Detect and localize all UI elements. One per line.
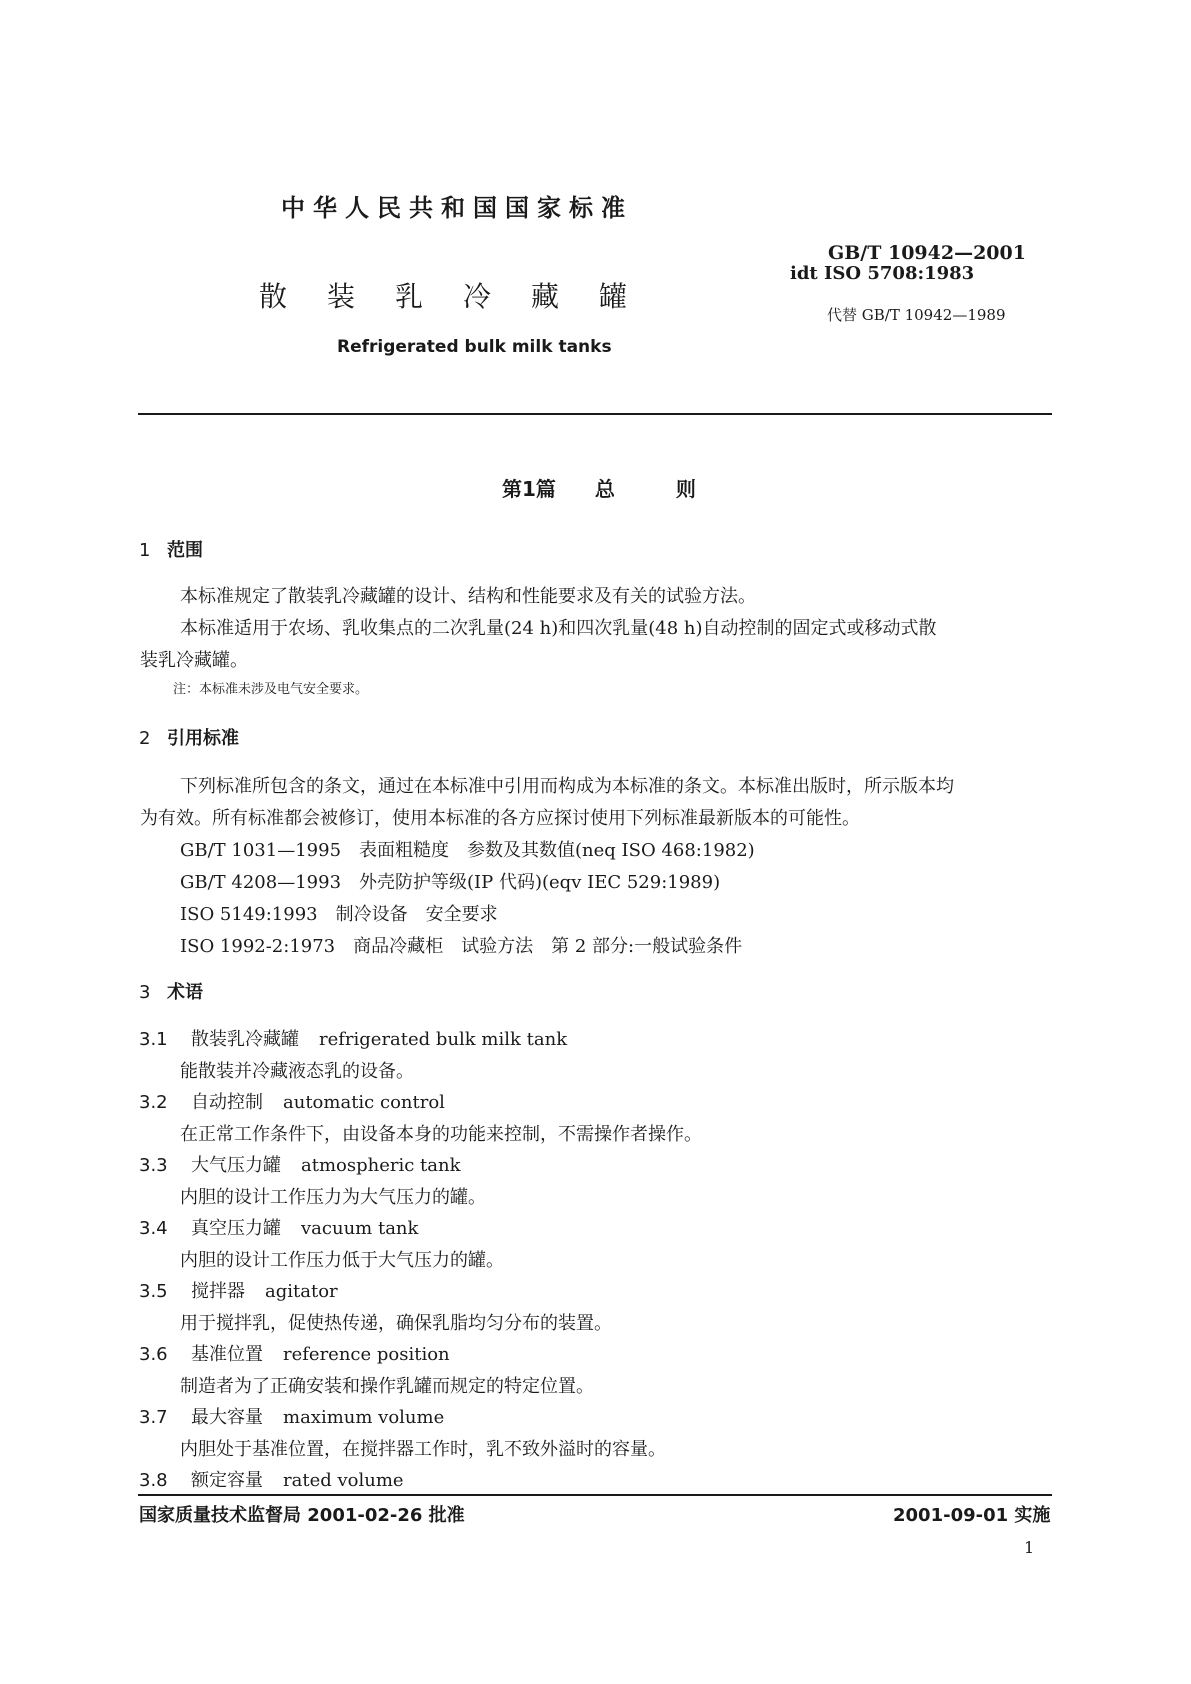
standard-code: GB/T 10942—2001 <box>828 242 1026 264</box>
document-title-en: Refrigerated bulk milk tanks <box>337 337 612 357</box>
part-word-2: 则 <box>675 477 696 501</box>
term-number: 3.3 <box>139 1155 168 1176</box>
term-3-1 <box>139 1025 567 1051</box>
reference-item: ISO 5149:1993 制冷设备 安全要求 <box>180 904 498 925</box>
section-title: 术语 <box>167 982 203 1003</box>
references-intro-line-1: 下列标准所包含的条文，通过在本标准中引用而构成为本标准的条文。本标准出版时，所示版本均 <box>180 776 954 797</box>
term-cn: 最大容量 <box>191 1407 263 1428</box>
term-en: refrigerated bulk milk tank <box>319 1029 568 1050</box>
term-cn: 散装乳冷藏罐 <box>191 1029 299 1050</box>
scope-paragraph-2-line-2: 装乳冷藏罐。 <box>140 650 248 671</box>
term-en: vacuum tank <box>301 1218 419 1239</box>
section-number: 1 <box>139 540 151 561</box>
term-number: 3.7 <box>139 1407 168 1428</box>
term-number: 3.6 <box>139 1344 168 1365</box>
scope-paragraph-1: 本标准规定了散装乳冷藏罐的设计、结构和性能要求及有关的试验方法。 <box>180 586 756 607</box>
term-cn: 搅拌器 <box>191 1281 245 1302</box>
idt-reference: idt ISO 5708:1983 <box>790 263 975 284</box>
footer-divider <box>138 1494 1052 1496</box>
term-3-6 <box>139 1340 450 1366</box>
term-en: reference position <box>283 1344 450 1365</box>
section-3-heading <box>139 978 203 1004</box>
page-number: 1 <box>1024 1538 1035 1557</box>
term-number: 3.4 <box>139 1218 168 1239</box>
term-en: maximum volume <box>283 1407 445 1428</box>
term-definition: 制造者为了正确安装和操作乳罐而规定的特定位置。 <box>180 1376 594 1397</box>
replaces-reference: 代替 GB/T 10942—1989 <box>827 306 1006 324</box>
term-number: 3.8 <box>139 1470 168 1491</box>
section-title: 范围 <box>167 540 203 561</box>
reference-item: ISO 1992-2:1973 商品冷藏柜 试验方法 第 2 部分:一般试验条件 <box>180 936 743 957</box>
term-number: 3.2 <box>139 1092 168 1113</box>
national-standard-heading: 中华人民共和国国家标准 <box>281 194 633 222</box>
term-definition: 内胆的设计工作压力低于大气压力的罐。 <box>180 1250 504 1271</box>
part-label: 第1篇 <box>502 477 556 501</box>
term-cn: 额定容量 <box>191 1470 263 1491</box>
section-number: 2 <box>139 728 151 749</box>
scope-paragraph-2-line-1: 本标准适用于农场、乳收集点的二次乳量(24 h)和四次乳量(48 h)自动控制的固定式或移动式散 <box>180 618 937 639</box>
term-3-8 <box>139 1466 404 1492</box>
term-3-5 <box>139 1277 338 1303</box>
term-en: rated volume <box>283 1470 404 1491</box>
section-2-heading <box>139 724 239 750</box>
term-number: 3.1 <box>139 1029 168 1050</box>
part-word-1: 总 <box>594 477 615 501</box>
term-3-3 <box>139 1151 461 1177</box>
document-title-cn: 散装乳冷藏罐 <box>259 280 668 313</box>
term-en: automatic control <box>283 1092 445 1113</box>
term-en: atmospheric tank <box>301 1155 461 1176</box>
term-3-2 <box>139 1088 445 1114</box>
term-cn: 大气压力罐 <box>191 1155 281 1176</box>
reference-item: GB/T 1031—1995 表面粗糙度 参数及其数值(neq ISO 468:1982) <box>180 840 755 861</box>
scope-note: 注：本标准未涉及电气安全要求。 <box>173 682 369 697</box>
term-3-4 <box>139 1214 418 1240</box>
term-definition: 内胆处于基准位置，在搅拌器工作时，乳不致外溢时的容量。 <box>180 1439 666 1460</box>
section-1-heading <box>139 536 203 562</box>
term-cn: 自动控制 <box>191 1092 263 1113</box>
term-cn: 基准位置 <box>191 1344 263 1365</box>
reference-item: GB/T 4208—1993 外壳防护等级(IP 代码)(eqv IEC 529:1989) <box>180 872 721 893</box>
references-intro-line-2: 为有效。所有标准都会被修订，使用本标准的各方应探讨使用下列标准最新版本的可能性。 <box>140 808 860 829</box>
term-definition: 在正常工作条件下，由设备本身的功能来控制，不需操作者操作。 <box>180 1124 702 1145</box>
term-cn: 真空压力罐 <box>191 1218 281 1239</box>
section-title: 引用标准 <box>167 728 239 749</box>
term-number: 3.5 <box>139 1281 168 1302</box>
term-definition: 用于搅拌乳，促使热传递，确保乳脂均匀分布的装置。 <box>180 1313 612 1334</box>
section-number: 3 <box>139 982 151 1003</box>
term-3-7 <box>139 1403 444 1429</box>
term-definition: 能散装并冷藏液态乳的设备。 <box>180 1061 414 1082</box>
term-definition: 内胆的设计工作压力为大气压力的罐。 <box>180 1187 486 1208</box>
header-divider <box>138 413 1052 415</box>
approval-date: 国家质量技术监督局 2001-02-26 批准 <box>139 1505 465 1526</box>
part-title <box>502 473 696 502</box>
implementation-date: 2001-09-01 实施 <box>893 1505 1051 1526</box>
term-en: agitator <box>265 1281 338 1302</box>
